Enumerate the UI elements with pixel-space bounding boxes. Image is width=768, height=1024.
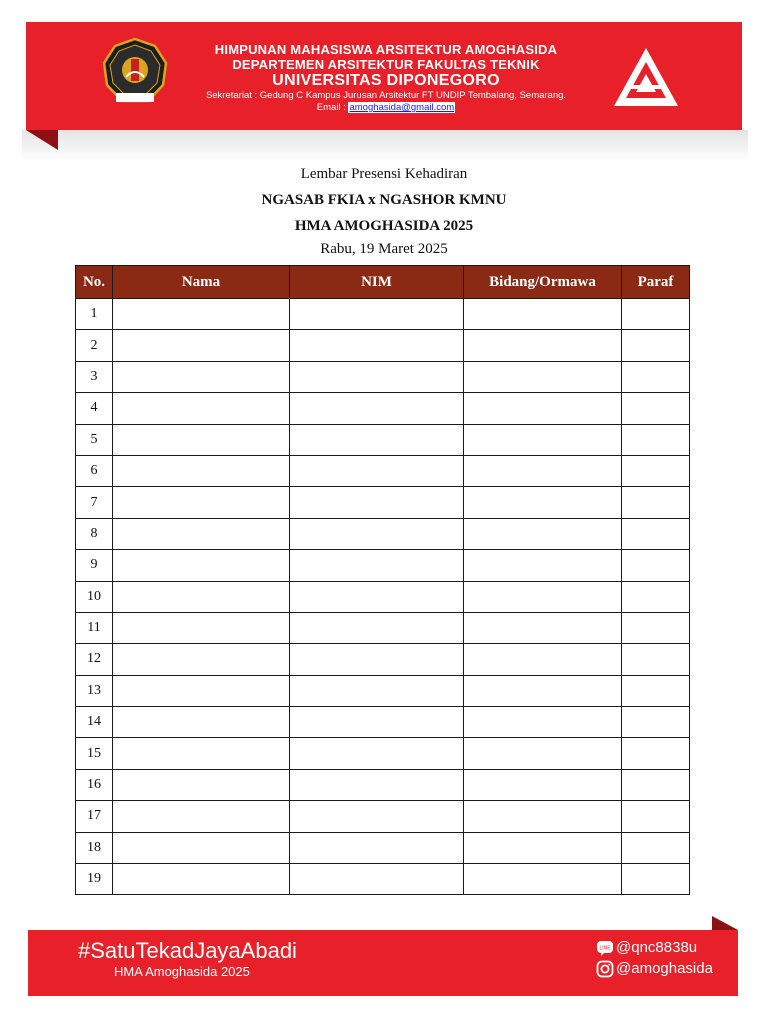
- nim-cell[interactable]: [290, 487, 464, 518]
- nama-cell[interactable]: [113, 455, 290, 486]
- nim-cell[interactable]: [290, 393, 464, 424]
- table-row: [76, 330, 690, 361]
- paraf-cell[interactable]: [622, 707, 690, 738]
- org-name-line2: DEPARTEMEN ARSITEKTUR FAKULTAS TEKNIK: [232, 57, 540, 72]
- bidang-cell[interactable]: [464, 769, 622, 800]
- row-number-cell: 2: [76, 330, 113, 361]
- row-number-cell: 13: [76, 675, 113, 706]
- instagram-icon: [596, 960, 614, 978]
- nama-cell[interactable]: [113, 612, 290, 643]
- table-row: [76, 361, 690, 392]
- nama-cell[interactable]: [113, 769, 290, 800]
- amoghasida-triangle-logo-icon: [600, 30, 692, 122]
- nama-cell[interactable]: [113, 487, 290, 518]
- bidang-cell[interactable]: [464, 487, 622, 518]
- nama-cell[interactable]: [113, 644, 290, 675]
- table-row: [76, 518, 690, 549]
- nim-cell[interactable]: [290, 361, 464, 392]
- paraf-cell[interactable]: [622, 644, 690, 675]
- column-header: Paraf: [622, 266, 690, 299]
- letterhead-banner: [26, 22, 742, 130]
- nim-cell[interactable]: [290, 581, 464, 612]
- paraf-cell[interactable]: [622, 550, 690, 581]
- nama-cell[interactable]: [113, 801, 290, 832]
- table-body: [76, 299, 690, 895]
- bidang-cell[interactable]: [464, 424, 622, 455]
- organizer-name: HMA AMOGHASIDA 2025: [294, 218, 474, 234]
- nama-cell[interactable]: [113, 738, 290, 769]
- org-name-line1: HIMPUNAN MAHASISWA ARSITEKTUR AMOGHASIDA: [214, 42, 558, 57]
- nim-cell[interactable]: [290, 675, 464, 706]
- nama-cell[interactable]: [113, 581, 290, 612]
- nama-cell[interactable]: [113, 299, 290, 330]
- table-row: [76, 487, 690, 518]
- paraf-cell[interactable]: [622, 581, 690, 612]
- bidang-cell[interactable]: [464, 518, 622, 549]
- table-row: [76, 864, 690, 895]
- row-number-cell: 7: [76, 487, 113, 518]
- column-header: Nama: [113, 266, 290, 299]
- nim-cell[interactable]: [290, 801, 464, 832]
- nim-cell[interactable]: [290, 644, 464, 675]
- row-number-cell: 18: [76, 832, 113, 863]
- table-row: [76, 675, 690, 706]
- nim-cell[interactable]: [290, 864, 464, 895]
- header-ribbon-fold: [26, 130, 58, 150]
- row-number-cell: 11: [76, 612, 113, 643]
- footer-ribbon-fold: [712, 916, 738, 930]
- nim-cell[interactable]: [290, 612, 464, 643]
- table-row: [76, 299, 690, 330]
- column-header: No.: [76, 266, 113, 299]
- nim-cell[interactable]: [290, 330, 464, 361]
- email-link[interactable]: amoghasida@gmail.com: [349, 102, 455, 113]
- row-number-cell: 6: [76, 455, 113, 486]
- nim-cell[interactable]: [290, 832, 464, 863]
- row-number-cell: 17: [76, 801, 113, 832]
- row-number-cell: 12: [76, 644, 113, 675]
- nim-cell[interactable]: [290, 707, 464, 738]
- paraf-cell[interactable]: [622, 864, 690, 895]
- paraf-cell[interactable]: [622, 299, 690, 330]
- table-row: [76, 801, 690, 832]
- paraf-cell[interactable]: [622, 612, 690, 643]
- table-row: [76, 769, 690, 800]
- nama-cell[interactable]: [113, 707, 290, 738]
- nama-cell[interactable]: [113, 361, 290, 392]
- nama-cell[interactable]: [113, 424, 290, 455]
- bidang-cell[interactable]: [464, 832, 622, 863]
- bidang-cell[interactable]: [464, 330, 622, 361]
- table-row: [76, 832, 690, 863]
- nim-cell[interactable]: [290, 738, 464, 769]
- row-number-cell: 16: [76, 769, 113, 800]
- bidang-cell[interactable]: [464, 581, 622, 612]
- nim-cell[interactable]: [290, 550, 464, 581]
- paraf-cell[interactable]: [622, 769, 690, 800]
- column-header: Bidang/Ormawa: [464, 266, 622, 299]
- bidang-cell[interactable]: [464, 299, 622, 330]
- event-name: NGASAB FKIA x NGASHOR KMNU: [261, 192, 507, 208]
- line-app-icon: [596, 940, 614, 956]
- bidang-cell[interactable]: [464, 455, 622, 486]
- paraf-cell[interactable]: [622, 361, 690, 392]
- paraf-cell[interactable]: [622, 424, 690, 455]
- letterhead-text: [176, 42, 596, 114]
- bidang-cell[interactable]: [464, 801, 622, 832]
- email-label: Email :: [316, 102, 346, 113]
- table-row: [76, 455, 690, 486]
- header-shadow: [22, 130, 748, 162]
- row-number-cell: 4: [76, 393, 113, 424]
- table-row: [76, 581, 690, 612]
- row-number-cell: 5: [76, 424, 113, 455]
- table-row: [76, 393, 690, 424]
- bidang-cell[interactable]: [464, 612, 622, 643]
- table-header-row: [76, 266, 690, 299]
- bidang-cell[interactable]: [464, 644, 622, 675]
- nim-cell[interactable]: [290, 424, 464, 455]
- table-row: [76, 738, 690, 769]
- university-name: UNIVERSITAS DIPONEGORO: [272, 72, 500, 89]
- paraf-cell[interactable]: [622, 675, 690, 706]
- nim-cell[interactable]: [290, 518, 464, 549]
- paraf-cell[interactable]: [622, 393, 690, 424]
- nim-cell[interactable]: [290, 769, 464, 800]
- bidang-cell[interactable]: [464, 550, 622, 581]
- line-id: @qnc8838u: [616, 939, 698, 956]
- table-row: [76, 424, 690, 455]
- event-date: Rabu, 19 Maret 2025: [320, 241, 448, 257]
- undip-seal-icon: [100, 37, 170, 107]
- document-title: Lembar Presensi Kehadiran: [300, 166, 468, 182]
- paraf-cell[interactable]: [622, 487, 690, 518]
- row-number-cell: 3: [76, 361, 113, 392]
- nama-cell[interactable]: [113, 550, 290, 581]
- table-row: [76, 612, 690, 643]
- bidang-cell[interactable]: [464, 675, 622, 706]
- instagram-contact[interactable]: [596, 960, 713, 978]
- svg-text:LINE: LINE: [599, 945, 611, 952]
- bidang-cell[interactable]: [464, 361, 622, 392]
- footer-banner: [28, 930, 738, 996]
- paraf-cell[interactable]: [622, 801, 690, 832]
- nama-cell[interactable]: [113, 864, 290, 895]
- paraf-cell[interactable]: [622, 330, 690, 361]
- table-row: [76, 550, 690, 581]
- document-titles: [0, 164, 768, 259]
- table-row: [76, 707, 690, 738]
- instagram-handle: @amoghasida: [616, 960, 713, 977]
- row-number-cell: 9: [76, 550, 113, 581]
- nama-cell[interactable]: [113, 832, 290, 863]
- nama-cell[interactable]: [113, 393, 290, 424]
- paraf-cell[interactable]: [622, 518, 690, 549]
- row-number-cell: 1: [76, 299, 113, 330]
- nim-cell[interactable]: [290, 455, 464, 486]
- bidang-cell[interactable]: [464, 738, 622, 769]
- row-number-cell: 10: [76, 581, 113, 612]
- bidang-cell[interactable]: [464, 864, 622, 895]
- row-number-cell: 8: [76, 518, 113, 549]
- paraf-cell[interactable]: [622, 455, 690, 486]
- paraf-cell[interactable]: [622, 738, 690, 769]
- line-contact[interactable]: [596, 939, 697, 957]
- paraf-cell[interactable]: [622, 832, 690, 863]
- row-number-cell: 15: [76, 738, 113, 769]
- bidang-cell[interactable]: [464, 707, 622, 738]
- email-line: [176, 102, 596, 114]
- table-row: [76, 644, 690, 675]
- column-header: NIM: [290, 266, 464, 299]
- secretariat-address: Sekretariat : Gedung C Kampus Jurusan Arsitektur FT UNDIP Tembalang, Semarang.: [205, 90, 567, 101]
- row-number-cell: 19: [76, 864, 113, 895]
- attendance-table: [75, 265, 690, 895]
- nama-cell[interactable]: [113, 675, 290, 706]
- nim-cell[interactable]: [290, 299, 464, 330]
- nama-cell[interactable]: [113, 330, 290, 361]
- nama-cell[interactable]: [113, 518, 290, 549]
- row-number-cell: 14: [76, 707, 113, 738]
- footer-hashtag: #SatuTekadJayaAbadi: [78, 938, 297, 963]
- bidang-cell[interactable]: [464, 393, 622, 424]
- footer-subtitle: HMA Amoghasida 2025: [114, 964, 250, 979]
